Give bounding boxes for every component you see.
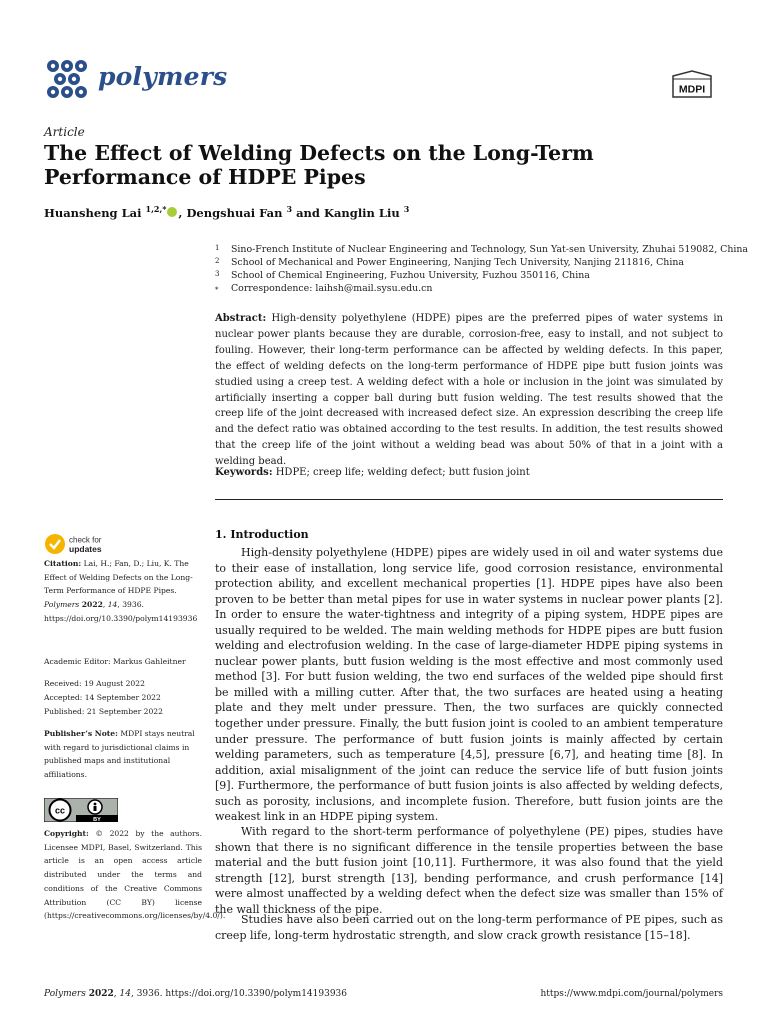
svg-text:check for: check for [69,535,102,545]
article-type: Article [44,125,85,139]
author-name[interactable]: Kanglin Liu [323,205,400,220]
cc-by-license-icon[interactable] [44,798,118,822]
author-name[interactable]: Dengshuai Fan [186,205,283,220]
orcid-icon[interactable] [167,207,177,217]
abstract [215,311,723,470]
svg-text:updates: updates [69,544,102,554]
journal-name: polymers [98,62,228,91]
section-divider [215,499,723,500]
accepted-date: Accepted: 14 September 2022 [44,693,161,702]
check-updates-icon [45,534,65,554]
footer-citation: Polymers 2022, 14, 3936. https://doi.org/10.3390/polym14193936 [44,989,348,999]
keywords [215,467,723,478]
author-list: Huansheng Lai $^{1,2,*}$ , Dengshuai Fan $^3$ and Kanglin Liu $^3$ [44,204,410,220]
paragraph: With regard to the short-term performance of polyethylene (PE) pipes, studies have shown that there is no significant difference in the tensile properties between the base material and the butt fusion joint [10,11]. Furthermore, it was also found that the yield strength [12], burst strength [13], bending performance, and crush performance [14] were almost unaffected by a welding defect when the defect size was smaller than 15% of the wall thickness of the pipe. [215,825,723,916]
copyright-notice: Copyright: © 2022 by the authors. Licensee MDPI, Basel, Switzerland. This article is an open access article distributed under the terms and conditions of the Creative Commons Attribution (CC BY) license (https://creativecommons.org/licenses/by/4.0/). [44,829,226,921]
author-name[interactable]: Huansheng Lai [44,205,142,220]
check-for-updates-badge[interactable] [44,533,164,555]
academic-editor: Academic Editor: Markus Gahleitner [44,657,186,666]
keywords-label: Keywords: [215,467,273,478]
citation-block: Citation: Lai, H.; Fan, D.; Liu, K. The Effect of Welding Defects on the Long-Term Performance of HDPE Pipes. Polymers 2022, 14, 3936. https://doi.org/10.3390/polym14193936 [44,559,198,623]
paragraph: Studies have also been carried out on the long-term performance of PE pipes, such as creep life, long-term hydrostatic strength, and slow crack growth resistance [15–18]. [215,913,723,942]
svg-text:cc: cc [54,805,66,816]
paragraph: High-density polyethylene (HDPE) pipes are widely used in oil and water systems due to their ease of installation, long service life, good corrosion resistance, environmental protection ability, and excellent mechanical properties [1]. HDPE pipes have also been proven to be better than metal pipes for use in water systems in nuclear power plants [2]. In order to ensure the water-tightness and integrity of a piping system, HDPE pipes are usually required to be welded. The main welding methods for HDPE pipes are butt fusion welding and electrofusion welding. In the case of large-diameter HDPE piping systems in nuclear power plants, butt fusion welding is the most effective and most commonly used method [3]. For butt fusion welding, the two end surfaces of the welded pipe should first be milled with a milling cutter. After that, the two surfaces are heated using a heating plate and they melt under pressure. Then, the two surfaces are quickly connected together under pressure. Finally, the butt fusion joint is cooled to an ambient temperature under pressure. The performance of butt fusion joints is mainly affected by certain welding parameters, such as temperature [4,5], pressure [6,7], and heating time [8]. In addition, axial misalignment of the joint can reduce the service life of butt fusion joints [9]. Furthermore, the performance of butt fusion joints is also affected by welding defects, such as porosity, inclusions, and incomplete fusion. Therefore, butt fusion joints are the weakest link in an HDPE piping system. [215,546,723,824]
polymers-logo-icon [44,58,90,100]
publishers-note: Publisher’s Note: MDPI stays neutral with regard to jurisdictional claims in published maps and institutional affiliations. [44,729,195,780]
author-affil-sup: 1,2,* [145,204,167,214]
svg-text:BY: BY [93,816,101,822]
received-date: Received: 19 August 2022 [44,679,145,688]
footer-journal-url[interactable]: https://www.mdpi.com/journal/polymers [540,989,723,999]
author-affil-sup: 3 [286,204,293,214]
mdpi-logo-icon[interactable] [667,70,717,100]
section-heading: 1. Introduction [215,528,309,541]
published-date: Published: 21 September 2022 [44,707,163,716]
keywords-text: HDPE; creep life; welding defect; butt fusion joint [275,467,530,478]
article-title: The Effect of Welding Defects on the Long-Term Performance of HDPE Pipes [44,141,594,189]
author-affil-sup: 3 [403,204,410,214]
abstract-label: Abstract: [215,313,267,324]
abstract-text: High-density polyethylene (HDPE) pipes are the preferred pipes of water systems in nuclear power plants because they are durable, corrosion-free, easy to install, and not subject to fouling. However, their long-term performance can be affected by welding defects. In this paper, the effect of welding defects on the long-term performance of HDPE pipe butt fusion joints was studied using a creep test. A welding defect with a hole or inclusion in the joint was simulated by artificially inserting a copper ball during butt fusion welding. The test results showed that the creep life of the joint decreased with increased defect size. An expression describing the creep life and the defect ratio was obtained according to the test results. In addition, the test results showed that the creep life of the joint without a welding bead was about 50% of that in a joint with a welding bead. [215,313,723,468]
mdpi-logo-text: MDPI [678,83,706,96]
